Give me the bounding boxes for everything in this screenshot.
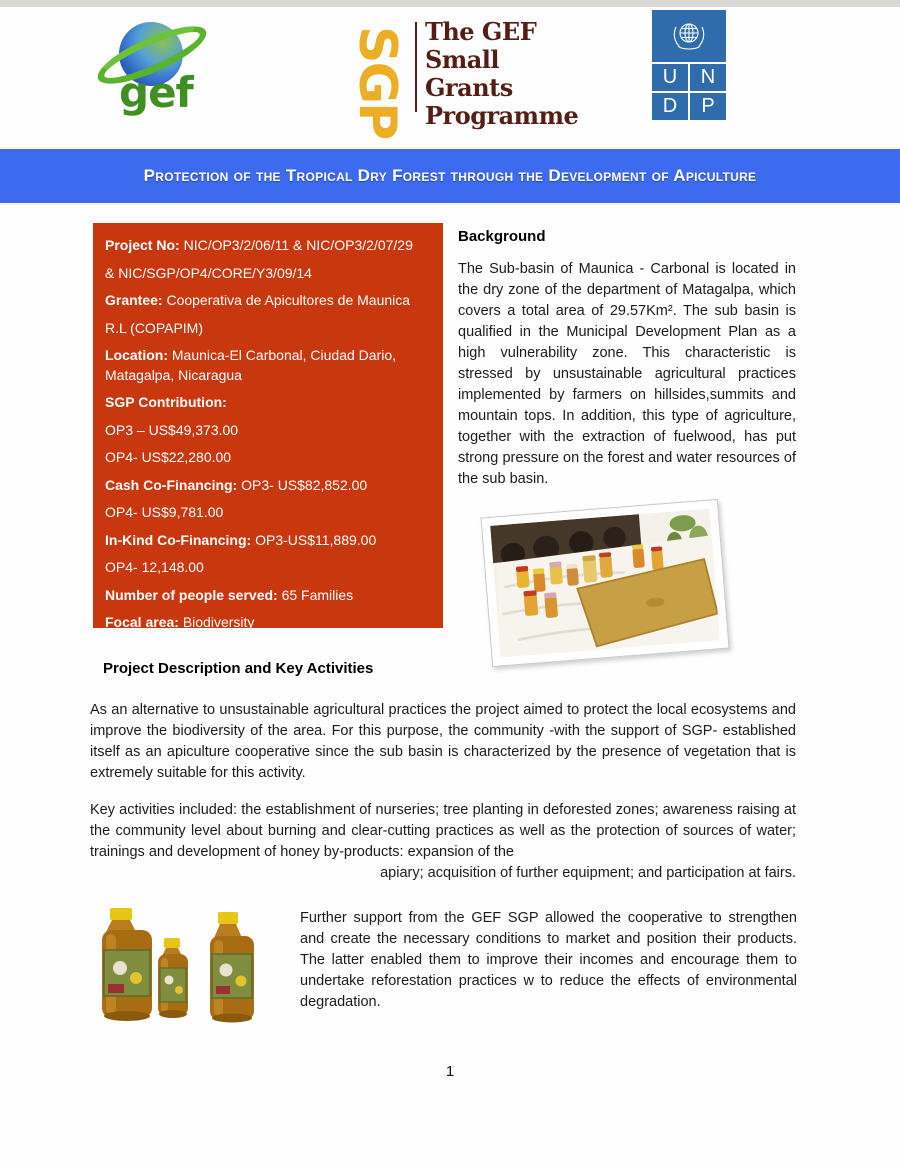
sgp-logo-line-3: Programme <box>425 101 579 131</box>
focal-area: Focal area: Biodiversity <box>105 614 255 630</box>
un-emblem-icon <box>652 10 726 62</box>
undp-letter-u: U <box>652 64 688 91</box>
honey-bottles-image <box>90 902 262 1026</box>
project-no-cont: & NIC/SGP/OP4/CORE/Y3/09/14 <box>105 264 312 281</box>
sgp-contribution-op4: OP4- US$22,280.00 <box>105 449 232 465</box>
sgp-logo-line-2: Small Grants <box>425 45 513 103</box>
honey-jars-image <box>490 509 720 658</box>
undp-logo <box>652 10 726 120</box>
background-paragraph: The Sub-basin of Maunica - Carbonal is located in the dry zone of the department of Matagalpa, which covers a total area of 29.57Km². The sub basin is qualified in the Municipal Development Plan as a high vulnerability zone. This characteristic is stressed by unsustainable agricultural practices implemented by farmers on hillsides,summits and mountain tops. In addition, this type of agriculture, together with the extraction of fuelwood, has put strong pressure on the forest and water resources of the sub basin. <box>458 261 796 487</box>
sgp-logo-wordmark <box>425 18 578 130</box>
background-heading: Background <box>458 228 546 245</box>
sgp-contribution-label: SGP Contribution: <box>105 394 227 410</box>
inkind-cofinancing: In-Kind Co-Financing: OP3-US$11,889.00 <box>105 531 377 548</box>
background-section <box>458 228 796 490</box>
gef-logo-text: gef <box>119 68 193 117</box>
gef-logo <box>95 16 220 116</box>
grantee: Grantee: Cooperativa de Apicultores de Maunica R.L (COPAPIM) <box>105 292 411 336</box>
undp-letter-grid <box>652 64 726 120</box>
description-paragraph-2: Further support from the GEF SGP allowed the cooperative to strengthen and create the necessary conditions to market and position their products. The latter enabled them to improve their incomes and encourage them to undertake reforestation practices w to reduce the effects of environmental degradation. <box>300 910 797 1010</box>
sgp-logo-line-1: The GEF <box>425 17 537 46</box>
sgp-logo <box>345 14 579 139</box>
title-banner <box>0 149 900 203</box>
page-title: Protection of the Tropical Dry Forest through the Development of Apiculture <box>143 166 757 185</box>
undp-letter-d: D <box>652 93 688 120</box>
page-number: 1 <box>445 1063 455 1080</box>
honey-bottles-photo <box>90 902 262 1026</box>
undp-letter-p: P <box>690 93 726 120</box>
inkind-cofinancing-op4: OP4- 12,148.00 <box>105 559 204 575</box>
cash-cofinancing: Cash Co-Financing: OP3- US$82,852.00 <box>105 476 368 493</box>
description-paragraph-1: As an alternative to unsustainable agricultural practices the project aimed to protect the local ecosystems and improve the biodiversity of the area. For this purpose, the community -with the support of SGP- established itself as an apiculture cooperative since the sub basin is characterized by the presence of vegetation that is extremely suitable for this activity. <box>90 702 796 781</box>
project-no: Project No: NIC/OP3/2/06/11 & NIC/OP3/2/07/29 <box>105 237 413 253</box>
key-activities-paragraph-cont: apiary; acquisition of further equipment; and participation at fairs. <box>380 865 796 881</box>
sgp-logo-vertical-text: SGP <box>347 26 407 139</box>
description-heading: Project Description and Key Activities <box>103 660 374 677</box>
sgp-logo-divider <box>415 22 417 112</box>
location: Location: Maunica-El Carbonal, Ciudad Dario, Matagalpa, Nicaragua <box>105 347 396 383</box>
people-served: Number of people served: 65 Families <box>105 586 354 603</box>
undp-letter-n: N <box>690 64 726 91</box>
page-edge <box>0 0 900 7</box>
project-info-box <box>93 223 443 628</box>
key-activities-paragraph: Key activities included: the establishment of nurseries; tree planting in deforested zones; awareness raising at the community level about burning and clear-cutting practices as well as the protection of sources of water; trainings and development of honey by-products: expansion of the <box>90 802 796 860</box>
cash-cofinancing-op4: OP4- US$9,781.00 <box>105 504 224 520</box>
sgp-contribution-op3: OP3 – US$49,373.00 <box>105 421 239 438</box>
honey-products-photo <box>480 499 729 667</box>
